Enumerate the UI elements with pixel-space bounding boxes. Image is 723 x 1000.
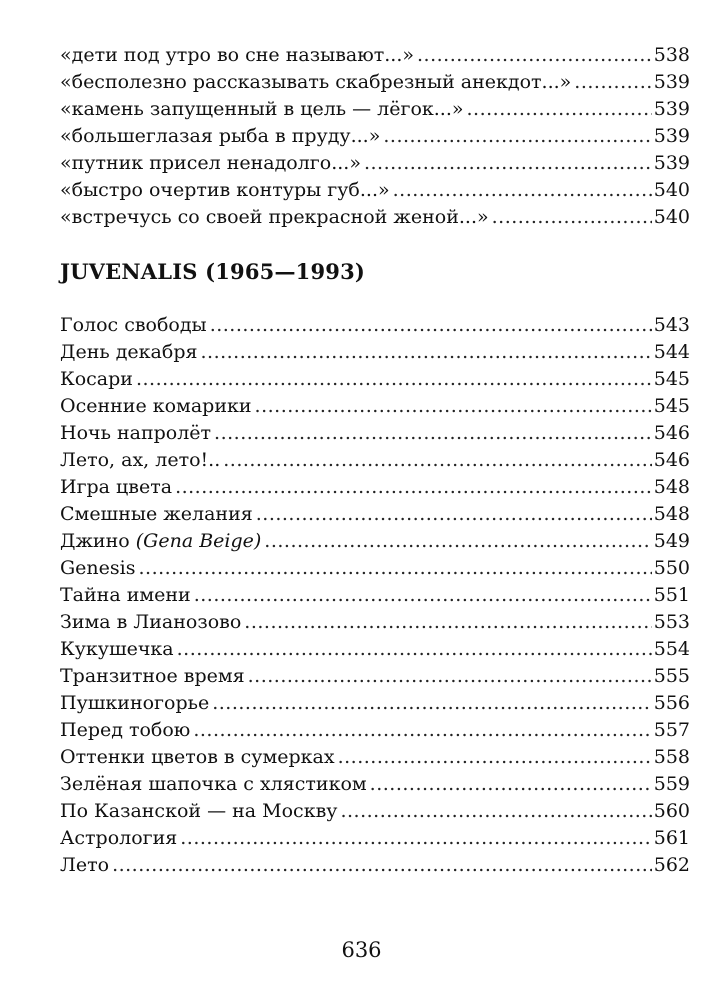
toc-entry-title: «бесполезно рассказывать скабрезный анекдот...»	[60, 71, 572, 93]
toc-entry	[60, 42, 690, 69]
toc-dot-leader	[212, 690, 652, 717]
toc-entry	[60, 501, 690, 528]
toc-dot-leader	[467, 96, 652, 123]
toc-entry-title: Лето, ах, лето!..	[60, 449, 221, 471]
toc-dot-leader	[136, 366, 652, 393]
toc-dot-leader	[340, 798, 651, 825]
toc-entry-title	[60, 528, 264, 555]
toc-entry-page: 556	[653, 692, 690, 714]
toc-entry-title-italic: (Gena Beige)	[135, 530, 262, 552]
toc-entry-page: 546	[653, 449, 690, 471]
toc-entry-title: Косари	[60, 368, 133, 390]
toc-dot-leader	[210, 312, 652, 339]
toc-entry-title: «большеглазая рыба в пруду...»	[60, 125, 381, 147]
toc-entry	[60, 420, 690, 447]
toc-entry-page: 540	[653, 206, 690, 228]
toc-entry-title: Голос свободы	[60, 314, 207, 336]
toc-entry-title: Транзитное время	[60, 665, 245, 687]
toc-entry	[60, 177, 690, 204]
toc-dot-leader	[112, 852, 652, 879]
toc-entry	[60, 744, 690, 771]
toc-dot-leader	[138, 555, 651, 582]
toc-dot-leader	[574, 69, 651, 96]
toc-dot-leader	[248, 663, 652, 690]
toc-dot-leader	[370, 771, 652, 798]
toc-entry-title: Тайна имени	[60, 584, 191, 606]
toc-entry-page: 549	[653, 530, 690, 552]
toc-entry	[60, 474, 690, 501]
toc-dot-leader	[200, 339, 651, 366]
toc-entry-page: 550	[653, 557, 690, 579]
toc-entry-title: Зелёная шапочка с хлястиком	[60, 773, 367, 795]
toc-entry-page: 539	[653, 125, 690, 147]
toc-entry	[60, 312, 690, 339]
toc-entry-title: Астрология	[60, 827, 178, 849]
toc-entry	[60, 771, 690, 798]
toc-entry-page: 559	[653, 773, 690, 795]
toc-entry-title: «встречусь со своей прекрасной женой...»	[60, 206, 489, 228]
toc-entry-title: Оттенки цветов в сумерках	[60, 746, 335, 768]
toc-entry	[60, 555, 690, 582]
toc-entry-title: «путник присел ненадолго...»	[60, 152, 361, 174]
toc-entry-title: Ночь напролёт	[60, 422, 212, 444]
toc-entry-page: 562	[653, 854, 690, 876]
toc-entry-title: «дети под утро во сне называют...»	[60, 44, 415, 66]
toc-entry-page: 540	[653, 179, 690, 201]
toc-entry	[60, 690, 690, 717]
toc-entry-title: «камень запущенный в цель — лёгок...»	[60, 98, 464, 120]
toc-entry-title-main: Джино	[60, 530, 130, 552]
toc-entry-title: По Казанской — на Москву	[60, 800, 338, 822]
toc-dot-leader	[417, 42, 652, 69]
toc-entry	[60, 528, 690, 555]
toc-entry-title: Осенние комарики	[60, 395, 252, 417]
toc-dot-leader	[180, 825, 651, 852]
toc-list-juvenalis	[60, 312, 690, 879]
toc-list-top	[60, 42, 690, 231]
toc-entry	[60, 123, 690, 150]
toc-dot-leader	[383, 123, 651, 150]
toc-entry-page: 548	[653, 503, 690, 525]
toc-entry	[60, 447, 690, 474]
toc-dot-leader	[193, 717, 651, 744]
toc-dot-leader	[214, 420, 652, 447]
toc-entry-title: Игра цвета	[60, 476, 173, 498]
toc-entry-title: Лето	[60, 854, 110, 876]
toc-entry-page: 539	[653, 152, 690, 174]
section-heading: JUVENALIS (1965—1993)	[60, 259, 366, 284]
toc-entry	[60, 717, 690, 744]
toc-dot-leader	[492, 204, 652, 231]
toc-entry-page: 558	[653, 746, 690, 768]
toc-dot-leader	[264, 528, 651, 555]
toc-entry-title: Зима в Лианозово	[60, 611, 242, 633]
toc-entry-page: 553	[653, 611, 690, 633]
toc-dot-leader	[194, 582, 652, 609]
toc-dot-leader	[393, 177, 652, 204]
toc-entry-title: Genesis	[60, 557, 136, 579]
toc-entry-page: 560	[653, 800, 690, 822]
toc-entry-title: Смешные желания	[60, 503, 253, 525]
toc-dot-leader	[177, 636, 652, 663]
toc-entry-page: 555	[653, 665, 690, 687]
toc-entry	[60, 393, 690, 420]
toc-entry	[60, 609, 690, 636]
toc-dot-leader	[255, 393, 652, 420]
toc-entry	[60, 96, 690, 123]
toc-entry	[60, 825, 690, 852]
toc-entry-title: Пушкиногорье	[60, 692, 210, 714]
toc-entry	[60, 663, 690, 690]
toc-dot-leader	[338, 744, 652, 771]
toc-entry-page: 545	[653, 395, 690, 417]
toc-entry-page: 544	[653, 341, 690, 363]
toc-entry	[60, 366, 690, 393]
toc-dot-leader	[175, 474, 652, 501]
toc-dot-leader	[364, 150, 652, 177]
toc-entry	[60, 582, 690, 609]
toc-entry-page: 557	[653, 719, 690, 741]
toc-entry-page: 538	[653, 44, 690, 66]
toc-entry-page: 561	[653, 827, 690, 849]
toc-entry-title: Перед тобою	[60, 719, 191, 741]
toc-entry	[60, 852, 690, 879]
toc-entry-title: Кукушечка	[60, 638, 174, 660]
toc-entry-page: 551	[653, 584, 690, 606]
toc-dot-leader	[244, 609, 651, 636]
toc-entry	[60, 798, 690, 825]
toc-entry-title: «быстро очертив контуры губ...»	[60, 179, 390, 201]
toc-entry-page: 543	[653, 314, 690, 336]
toc-entry	[60, 69, 690, 96]
toc-entry	[60, 636, 690, 663]
toc-entry	[60, 339, 690, 366]
toc-dot-leader	[256, 501, 652, 528]
toc-entry-page: 539	[653, 98, 690, 120]
toc-entry-page: 545	[653, 368, 690, 390]
toc-entry	[60, 150, 690, 177]
toc-entry	[60, 204, 690, 231]
toc-entry-page: 539	[653, 71, 690, 93]
toc-entry-page: 554	[653, 638, 690, 660]
toc-dot-leader	[223, 447, 652, 474]
toc-entry-page: 548	[653, 476, 690, 498]
page-number: 636	[341, 938, 382, 962]
toc-entry-page: 546	[653, 422, 690, 444]
toc-entry-title: День декабря	[60, 341, 198, 363]
